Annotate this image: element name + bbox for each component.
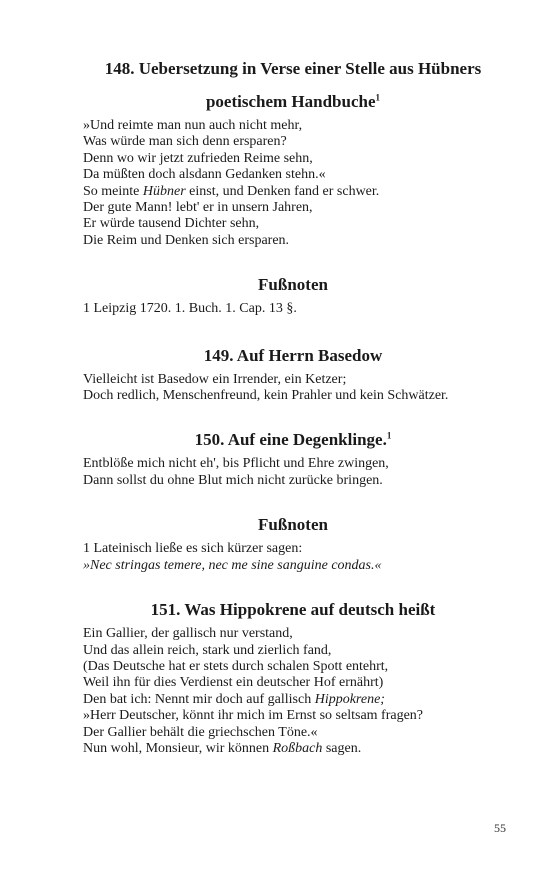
latin-quote: »Nec stringas temere, nec me sine sanguine condas.«	[83, 557, 382, 573]
footnote-ref[interactable]: 1	[375, 92, 381, 103]
page-content	[83, 52, 503, 757]
footnotes-heading: Fußnoten	[258, 515, 328, 535]
verse-line: Vielleicht ist Basedow ein Irrender, ein Ketzer;	[83, 371, 347, 387]
verse-line: (Das Deutsche hat er stets durch schalen Spott entehrt,	[83, 658, 389, 674]
verse-line: Nun wohl, Monsieur, wir können Roßbach sagen.	[83, 740, 362, 756]
verse-line: Dann sollst du ohne Blut mich nicht zurücke bringen.	[83, 472, 383, 488]
verse-line: Weil ihn für dies Verdienst ein deutscher Hof ernährt)	[83, 675, 384, 691]
verse-line: Doch redlich, Menschenfreund, kein Prahler und kein Schwätzer.	[83, 388, 449, 404]
poem-151-body	[83, 626, 503, 757]
verse-line: Ein Gallier, der gallisch nur verstand,	[83, 626, 293, 642]
footnote-text: 1 Leipzig 1720. 1. Buch. 1. Cap. 13 §.	[83, 301, 297, 317]
poem-148-body	[83, 118, 503, 249]
verse-line: Denn wo wir jetzt zufrieden Reime sehn,	[83, 150, 313, 166]
verse-line: Er würde tausend Dichter sehn,	[83, 216, 260, 232]
page-number: 55	[494, 821, 506, 835]
verse-line: »Und reimte man nun auch nicht mehr,	[83, 118, 303, 133]
footnote-text: 1 Lateinisch ließe es sich kürzer sagen: »Nec stringas temere, nec me sine sanguine condas.«	[83, 541, 382, 573]
poem-150-body	[83, 456, 503, 489]
poem-148-title: 148. Uebersetzung in Verse einer Stelle aus Hübners poetischem Handbuche$^1$	[104, 59, 482, 111]
poem-149-body	[83, 372, 503, 405]
poem-151-title: 151. Was Hippokrene auf deutsch heißt	[150, 600, 436, 620]
poem-149-title: 149. Auf Herrn Basedow	[203, 345, 383, 365]
verse-line: Der gute Mann! lebt' er in unsern Jahren,	[83, 200, 313, 216]
verse-line: Entblöße mich nicht eh', bis Pflicht und Ehre zwingen,	[83, 456, 389, 472]
footnotes-heading: Fußnoten	[258, 275, 328, 295]
footnote-ref[interactable]: 1	[386, 430, 392, 441]
verse-line: Den bat ich: Nennt mir doch auf gallisch Hippokrene;	[83, 691, 385, 707]
verse-line: Was würde man sich denn ersparen?	[83, 134, 287, 150]
verse-line: »Herr Deutscher, könnt ihr mich im Ernst so seltsam fragen?	[83, 708, 424, 724]
verse-line: So meinte Hübner einst, und Denken fand er schwer.	[83, 183, 380, 199]
verse-line: Und das allein reich, stark und zierlich fand,	[83, 642, 332, 658]
poem-150-title: 150. Auf eine Degenklinge.$^1$	[194, 430, 392, 450]
verse-line: Der Gallier behält die griechschen Töne.«	[83, 724, 318, 740]
verse-line: Da müßten doch alsdann Gedanken stehn.«	[83, 167, 326, 183]
verse-line: Die Reim und Denken sich ersparen.	[83, 232, 290, 248]
